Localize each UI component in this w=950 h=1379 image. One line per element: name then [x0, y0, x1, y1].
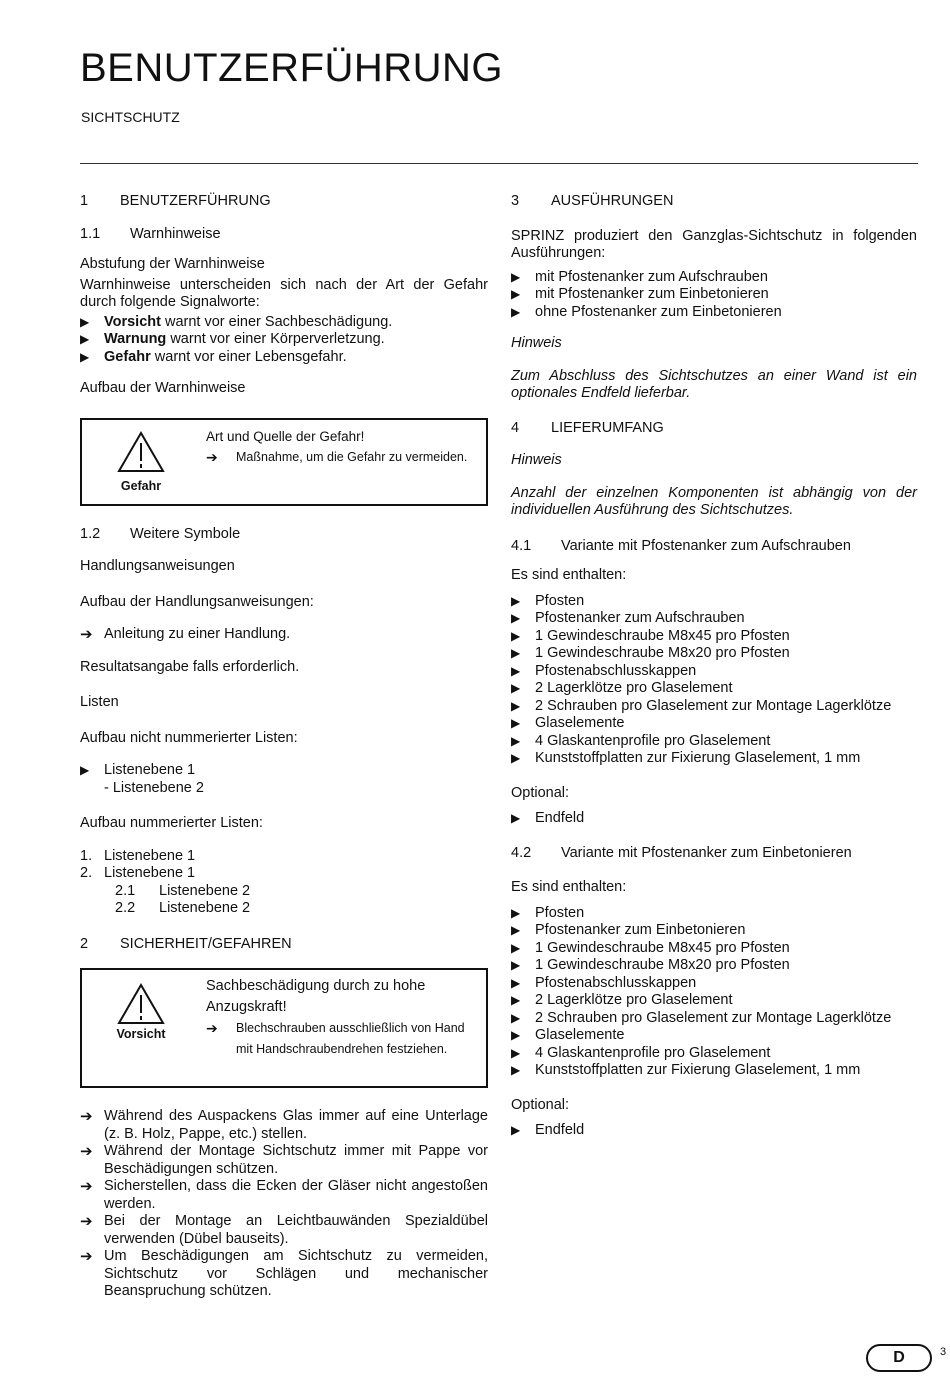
warning-box-gefahr: [80, 418, 488, 506]
section-title: BENUTZERFÜHRUNG: [120, 193, 271, 209]
warning-hazard: Art und Quelle der Gefahr!: [206, 428, 365, 444]
optional-items-list: [511, 1122, 917, 1140]
page-title: BENUTZERFÜHRUNG: [80, 46, 504, 90]
section-number: 1: [80, 193, 89, 209]
safety-instruction: ➔ Während der Montage Sichtschutz immer mit Pappe vor Beschädigungen schützen.: [80, 1143, 488, 1178]
optional-item: ▶ Endfeld: [511, 1122, 917, 1140]
list-text: Listenebene 1: [104, 865, 196, 881]
section-heading-4: [511, 420, 917, 438]
optional-label: Optional:: [511, 784, 570, 801]
variant-item: ▶ mit Pfostenanker zum Einbetonieren: [511, 286, 917, 304]
list-text: Listenebene 2: [159, 900, 251, 916]
paragraph-resultat: Resultatsangabe falls erforderlich.: [80, 658, 300, 675]
paragraph-abstufung: Warnhinweise unterscheiden sich nach der Art der Gefahr durch folgende Signalworte:: [80, 276, 488, 310]
warning-signal-word: Gefahr: [120, 478, 162, 493]
signal-word-item: [80, 314, 488, 332]
list-text: Listenebene 1: [104, 847, 196, 864]
signal-word: Warnung: [104, 331, 167, 347]
warning-box-vorsicht: [80, 968, 488, 1088]
warning-measure: ➔ Maßnahme, um die Gefahr zu vermeiden.: [206, 447, 476, 468]
warning-triangle-icon: [116, 982, 166, 1026]
section-number: 3: [511, 193, 520, 209]
safety-instruction: ➔ Um Beschädigungen am Sichtschutz zu vermeiden, Sichtschutz vor Schlägen und mechanischer Beanspruchung schützen.: [80, 1248, 488, 1301]
variant-list: [511, 269, 917, 322]
section-heading-1-2: [80, 526, 488, 544]
delivery-item: ▶ Pfostenabschlusskappen: [511, 663, 917, 681]
warning-triangle-icon: [116, 430, 166, 474]
signal-word: Vorsicht: [104, 313, 161, 330]
list-item-level-2: - Listenebene 2: [104, 779, 204, 796]
delivery-item: ▶ 1 Gewindeschraube M8x20 pro Pfosten: [511, 957, 917, 975]
safety-instruction: ➔ Während des Auspackens Glas immer auf eine Unterlage (z. B. Holz, Pappe, etc.) stellen.: [80, 1108, 488, 1143]
delivery-item: ▶ Glaselemente: [511, 715, 917, 733]
warning-symbol-cell: [82, 970, 200, 1086]
paragraph-numbered: Aufbau nummerierter Listen:: [80, 815, 263, 831]
delivery-contents-list: [511, 593, 917, 768]
note-text: Anzahl der einzelnen Komponenten ist abhängig von der individuellen Ausführung des Sichtschutzes.: [511, 484, 917, 518]
list-number: 2.2: [115, 900, 136, 916]
signal-word-item: [80, 349, 488, 367]
safety-instruction: ➔ Bei der Montage an Leichtbauwänden Spezialdübel verwenden (Dübel bauseits).: [80, 1213, 488, 1248]
section-title: AUSFÜHRUNGEN: [551, 193, 674, 209]
section-heading-4-1: [511, 538, 917, 556]
section-number: 1.2: [80, 525, 101, 542]
delivery-item: ▶ Pfosten: [511, 905, 917, 923]
section-heading-1: [80, 193, 488, 211]
warning-text-cell: [206, 970, 486, 1070]
delivery-contents-list: [511, 905, 917, 1080]
signal-word: Gefahr: [104, 348, 151, 365]
subheading-listen: Listen: [80, 694, 119, 710]
variant-item: ▶ ohne Pfostenanker zum Einbetonieren: [511, 304, 917, 322]
note-text: Zum Abschluss des Sichtschutzes an einer Wand ist ein optionales Endfeld lieferbar.: [511, 367, 917, 401]
warning-text-cell: [206, 420, 486, 478]
right-column: [511, 193, 917, 1155]
subheading-aufbau: Aufbau der Warnhinweise: [80, 380, 246, 396]
signal-word-description: warnt vor einer Sachbeschädigung.: [160, 313, 393, 330]
section-heading-4-2: [511, 845, 917, 863]
signal-word-description: warnt vor einer Körperverletzung.: [166, 331, 385, 347]
list-text: Listenebene 2: [159, 882, 251, 899]
warning-symbol-cell: [82, 420, 200, 504]
optional-items-list: [511, 810, 917, 828]
note-label: Hinweis: [511, 335, 562, 351]
paragraph-ausfuehrungen: SPRINZ produziert den Ganzglas-Sichtschutz in folgenden Ausführungen:: [511, 227, 917, 261]
list-number: 2.1: [115, 882, 136, 899]
section-number: 4: [511, 419, 520, 436]
warning-measure: ➔ Blechschrauben ausschließlich von Hand mit Handschraubendrehen festziehen.: [206, 1018, 476, 1060]
page-subtitle: SICHTSCHUTZ: [81, 109, 180, 125]
left-column: [80, 193, 488, 1316]
signal-word-description: warnt vor einer Lebensgefahr.: [150, 348, 347, 365]
section-number: 4.1: [511, 537, 532, 554]
delivery-item: ▶ 4 Glaskantenprofile pro Glaselement: [511, 733, 917, 751]
section-heading-1-1: [80, 226, 488, 244]
numbered-list-item: [80, 865, 488, 883]
delivery-item: ▶ 2 Schrauben pro Glaselement zur Montage Lagerklötze: [511, 698, 917, 716]
delivery-item: ▶ Glaselemente: [511, 1027, 917, 1045]
section-heading-2: [80, 936, 488, 954]
delivery-item: ▶ 1 Gewindeschraube M8x45 pro Pfosten: [511, 628, 917, 646]
header-divider: [80, 163, 918, 164]
delivery-item: ▶ 2 Lagerklötze pro Glaselement: [511, 992, 917, 1010]
warning-signal-word: Vorsicht: [116, 1027, 166, 1041]
paragraph-unnumbered: Aufbau nicht nummerierter Listen:: [80, 729, 298, 746]
numbered-list-item: [80, 883, 488, 901]
subheading-abstufung: Abstufung der Warnhinweise: [80, 256, 265, 272]
delivery-item: ▶ Pfostenabschlusskappen: [511, 975, 917, 993]
optional-label: Optional:: [511, 1096, 570, 1113]
page-number: 3: [940, 1346, 947, 1358]
unnumbered-list-example: [80, 762, 488, 797]
delivery-item: ▶ Kunststoffplatten zur Fixierung Glaselement, 1 mm: [511, 750, 917, 768]
note-label: Hinweis: [511, 452, 562, 468]
section-number: 4.2: [511, 844, 532, 861]
section-title: Variante mit Pfostenanker zum Einbetonieren: [561, 844, 852, 861]
language-badge: D: [866, 1344, 932, 1372]
paragraph-handlungs-aufbau: Aufbau der Handlungsanweisungen:: [80, 593, 314, 610]
subheading-handlungs: Handlungsanweisungen: [80, 558, 235, 574]
list-number: 2.: [80, 865, 93, 881]
delivery-item: ▶ 4 Glaskantenprofile pro Glaselement: [511, 1045, 917, 1063]
delivery-item: ▶ 1 Gewindeschraube M8x20 pro Pfosten: [511, 645, 917, 663]
safety-instruction: ➔ Sicherstellen, dass die Ecken der Gläser nicht angestoßen werden.: [80, 1178, 488, 1213]
section-title: LIEFERUMFANG: [551, 419, 664, 436]
delivery-item: ▶ 2 Lagerklötze pro Glaselement: [511, 680, 917, 698]
variant-item: ▶ mit Pfostenanker zum Aufschrauben: [511, 269, 917, 287]
handlung-example: ➔ Anleitung zu einer Handlung.: [80, 626, 488, 644]
warning-hazard: Sachbeschädigung durch zu hohe Anzugskraft!: [206, 978, 426, 1015]
section-title: Warnhinweise: [130, 225, 221, 242]
section-heading-3: [511, 193, 917, 211]
delivery-item: ▶ Pfosten: [511, 593, 917, 611]
section-number: 1.1: [80, 225, 101, 242]
paragraph-contents-intro: Es sind enthalten:: [511, 879, 627, 895]
safety-instructions-list: [80, 1108, 488, 1301]
numbered-list-example: [80, 848, 488, 918]
signal-word-list: [80, 314, 488, 367]
signal-word-item: [80, 331, 488, 349]
paragraph-contents-intro: Es sind enthalten:: [511, 567, 627, 583]
delivery-item: ▶ 1 Gewindeschraube M8x45 pro Pfosten: [511, 940, 917, 958]
section-title: SICHERHEIT/GEFAHREN: [120, 935, 292, 952]
numbered-list-item: [80, 900, 488, 918]
numbered-list-item: [80, 848, 488, 866]
delivery-item: ▶ Pfostenanker zum Aufschrauben: [511, 610, 917, 628]
section-title: Variante mit Pfostenanker zum Aufschrauben: [561, 537, 851, 554]
delivery-item: ▶ 2 Schrauben pro Glaselement zur Montage Lagerklötze: [511, 1010, 917, 1028]
delivery-item: ▶ Kunststoffplatten zur Fixierung Glaselement, 1 mm: [511, 1062, 917, 1080]
list-item: ▶ Listenebene 1: [80, 762, 488, 780]
section-title: Weitere Symbole: [130, 525, 241, 542]
delivery-item: ▶ Pfostenanker zum Einbetonieren: [511, 922, 917, 940]
section-number: 2: [80, 935, 89, 952]
list-number: 1.: [80, 847, 93, 864]
optional-item: ▶ Endfeld: [511, 810, 917, 828]
